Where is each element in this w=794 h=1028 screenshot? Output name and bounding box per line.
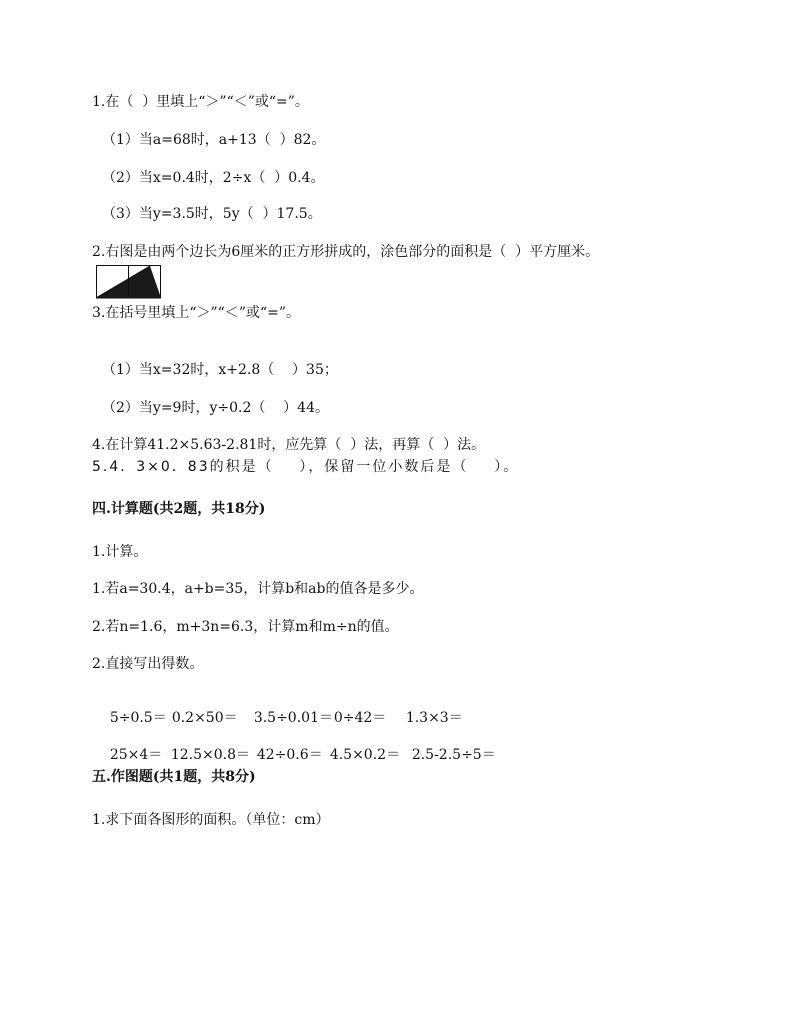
q3-3-item-1: （1）当x=32时，x+2.8（ ）35； bbox=[102, 362, 338, 378]
q4-2-title: 2.直接写出得数。 bbox=[92, 656, 204, 672]
q3-2-stem: 2.右图是由两个边长为6厘米的正方形拼成的，涂色部分的面积是（ ）平方厘米。 bbox=[92, 244, 600, 260]
q4-1-title: 1.计算。 bbox=[92, 544, 148, 560]
q3-1-item-3: （3）当y=3.5时，5y（ ）17.5。 bbox=[102, 206, 322, 222]
calc-item: 1.3×3＝ bbox=[405, 710, 463, 726]
q3-1-stem: 1.在（ ）里填上“＞”“＜”或“=”。 bbox=[92, 94, 309, 110]
calc-item: 0.2×50＝ bbox=[171, 710, 238, 726]
q3-3-item-2: （2）当y=9时，y÷0.2（ ）44。 bbox=[102, 400, 329, 416]
q3-1-item-1: （1）当a=68时，a+13（ ）82。 bbox=[102, 132, 326, 148]
calc-item: 42÷0.6＝ bbox=[256, 747, 323, 763]
q3-5-stem: 5.4．3×0．83的积是（ ），保留一位小数后是（ ）。 bbox=[92, 459, 520, 475]
section-4-heading: 四.计算题(共2题，共18分) bbox=[92, 501, 266, 517]
section-5-heading: 五.作图题(共1题，共8分) bbox=[92, 769, 256, 785]
two-squares-figure bbox=[96, 265, 162, 299]
q3-3-stem: 3.在括号里填上“＞”“＜”或“=”。 bbox=[92, 305, 301, 321]
q3-4-stem: 4.在计算41.2×5.63-2.81时，应先算（ ）法，再算（ ）法。 bbox=[92, 437, 486, 453]
calc-item: 0÷42＝ bbox=[333, 710, 387, 726]
calc-item: 3.5÷0.01＝ bbox=[253, 710, 333, 726]
calc-item: 4.5×0.2＝ bbox=[329, 747, 401, 763]
calc-item: 12.5×0.8＝ bbox=[170, 747, 250, 763]
calc-item: 25×4＝ bbox=[109, 747, 163, 763]
q3-1-item-2: （2）当x=0.4时，2÷x（ ）0.4。 bbox=[102, 170, 325, 186]
calc-item: 5÷0.5＝ bbox=[109, 710, 167, 726]
q4-1-item-1: 1.若a=30.4，a+b=35，计算b和ab的值各是多少。 bbox=[92, 581, 424, 597]
calc-item: 2.5-2.5÷5＝ bbox=[411, 747, 496, 763]
q5-1-stem: 1.求下面各图形的面积。（单位：cm） bbox=[92, 812, 330, 828]
q4-1-item-2: 2.若n=1.6，m+3n=6.3，计算m和m÷n的值。 bbox=[92, 619, 399, 635]
